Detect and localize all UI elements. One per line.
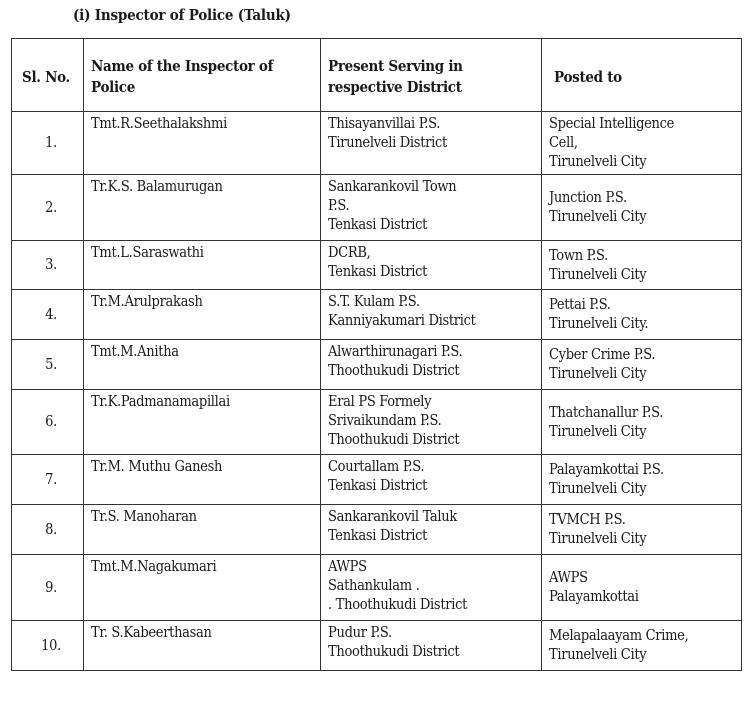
cell-line: Tenkasi District (328, 528, 428, 544)
cell-posted-to (542, 175, 742, 241)
cell-sl-no: 7. (12, 455, 84, 505)
cell-line: Eral PS Formely (328, 394, 432, 410)
transfer-table (11, 38, 742, 671)
cell-line: Tenkasi District (328, 217, 428, 233)
cell-line: Tirunelveli District (328, 135, 447, 151)
cell-line: P.S. (328, 198, 350, 214)
cell-line: Cell, (549, 135, 578, 151)
cell-line: Tirunelveli City (549, 531, 647, 547)
cell-posted-to (542, 390, 742, 455)
table-row (12, 175, 742, 241)
cell-name: Tmt.M.Nagakumari (84, 555, 321, 621)
cell-present-serving (321, 241, 542, 290)
cell-line: Thisayanvillai P.S. (328, 116, 441, 132)
table-row (12, 112, 742, 175)
cell-line: Alwarthirunagari P.S. (328, 344, 463, 360)
cell-name: Tr. S.Kabeerthasan (84, 621, 321, 671)
cell-sl-no: 4. (12, 290, 84, 340)
cell-line: Thatchanallur P.S. (549, 404, 664, 421)
cell-present-serving (321, 340, 542, 390)
cell-line: Kanniyakumari District (328, 313, 476, 329)
header-sl-no: Sl. No. (12, 39, 84, 112)
cell-line: TVMCH P.S. (549, 512, 626, 528)
cell-line: Palayamkottai (549, 589, 639, 605)
header-posted-to: Posted to (542, 39, 742, 112)
cell-line: Tenkasi District (328, 478, 428, 494)
cell-line: Tirunelveli City (549, 647, 647, 663)
table-row (12, 555, 742, 621)
cell-present-serving (321, 290, 542, 340)
cell-sl-no: 6. (12, 390, 84, 455)
cell-name: Tr.M.Arulprakash (84, 290, 321, 340)
cell-present-serving (321, 555, 542, 621)
cell-posted-to (542, 621, 742, 671)
cell-line: Thoothukudi District (328, 432, 460, 448)
cell-line: AWPS (549, 570, 588, 586)
table-row (12, 621, 742, 671)
cell-posted-to (542, 290, 742, 340)
cell-name: Tmt.R.Seethalakshmi (84, 112, 321, 175)
cell-line: Tirunelveli City (549, 209, 647, 225)
cell-line: Thoothukudi District (328, 644, 460, 660)
cell-sl-no: 8. (12, 505, 84, 555)
table-header-row (12, 39, 742, 112)
cell-present-serving (321, 175, 542, 241)
cell-line: Srivaikundam P.S. (328, 413, 442, 429)
cell-line: Tirunelveli City (549, 423, 647, 440)
cell-present-serving (321, 505, 542, 555)
table-row (12, 390, 742, 455)
cell-line: AWPS (328, 559, 367, 575)
cell-line: Courtallam P.S. (328, 459, 425, 475)
cell-line: Sankarankovil Town (328, 179, 457, 195)
cell-line: . Thoothukudi District (328, 597, 468, 613)
document-title: (i) Inspector of Police (Taluk) (73, 6, 291, 24)
table-row (12, 340, 742, 390)
cell-line: Sathankulam . (328, 578, 420, 594)
header-name: Name of the Inspector of Police (84, 39, 321, 112)
cell-line: Palayamkottai P.S. (549, 462, 664, 478)
cell-line: Tirunelveli City (549, 481, 647, 497)
cell-line: Town P.S. (549, 247, 608, 264)
cell-line: Tirunelveli City. (549, 316, 649, 332)
cell-line: S.T. Kulam P.S. (328, 294, 420, 310)
cell-posted-to (542, 555, 742, 621)
cell-line: Tirunelveli City (549, 266, 647, 283)
table-row (12, 455, 742, 505)
cell-sl-no: 3. (12, 241, 84, 290)
table-row (12, 241, 742, 290)
header-present-serving: Present Serving in respective District (321, 39, 542, 112)
cell-line: Special Intelligence (549, 116, 675, 132)
cell-posted-to (542, 112, 742, 175)
cell-posted-to (542, 340, 742, 390)
cell-posted-to (542, 455, 742, 505)
cell-name: Tr.K.S. Balamurugan (84, 175, 321, 241)
cell-line: Tenkasi District (328, 264, 428, 280)
cell-line: Cyber Crime P.S. (549, 347, 656, 363)
table-row (12, 290, 742, 340)
cell-sl-no: 9. (12, 555, 84, 621)
cell-present-serving (321, 455, 542, 505)
cell-sl-no: 5. (12, 340, 84, 390)
cell-line: Tirunelveli City (549, 366, 647, 382)
cell-name: Tr.S. Manoharan (84, 505, 321, 555)
cell-line: Thoothukudi District (328, 363, 460, 379)
cell-line: Melapalaayam Crime, (549, 628, 689, 644)
cell-present-serving (321, 390, 542, 455)
cell-posted-to (542, 505, 742, 555)
table-row (12, 505, 742, 555)
cell-posted-to (542, 241, 742, 290)
cell-sl-no: 1. (12, 112, 84, 175)
cell-line: Sankarankovil Taluk (328, 509, 457, 525)
cell-line: Junction P.S. (549, 190, 627, 206)
cell-name: Tr.M. Muthu Ganesh (84, 455, 321, 505)
cell-present-serving (321, 112, 542, 175)
cell-line: Pettai P.S. (549, 297, 611, 313)
cell-name: Tmt.L.Saraswathi (84, 241, 321, 290)
cell-present-serving (321, 621, 542, 671)
cell-sl-no: 2. (12, 175, 84, 241)
cell-line: Tirunelveli City (549, 154, 647, 170)
cell-name: Tmt.M.Anitha (84, 340, 321, 390)
cell-line: DCRB, (328, 245, 371, 261)
cell-name: Tr.K.Padmanamapillai (84, 390, 321, 455)
cell-line: Pudur P.S. (328, 625, 392, 641)
cell-sl-no: 10. (12, 621, 84, 671)
